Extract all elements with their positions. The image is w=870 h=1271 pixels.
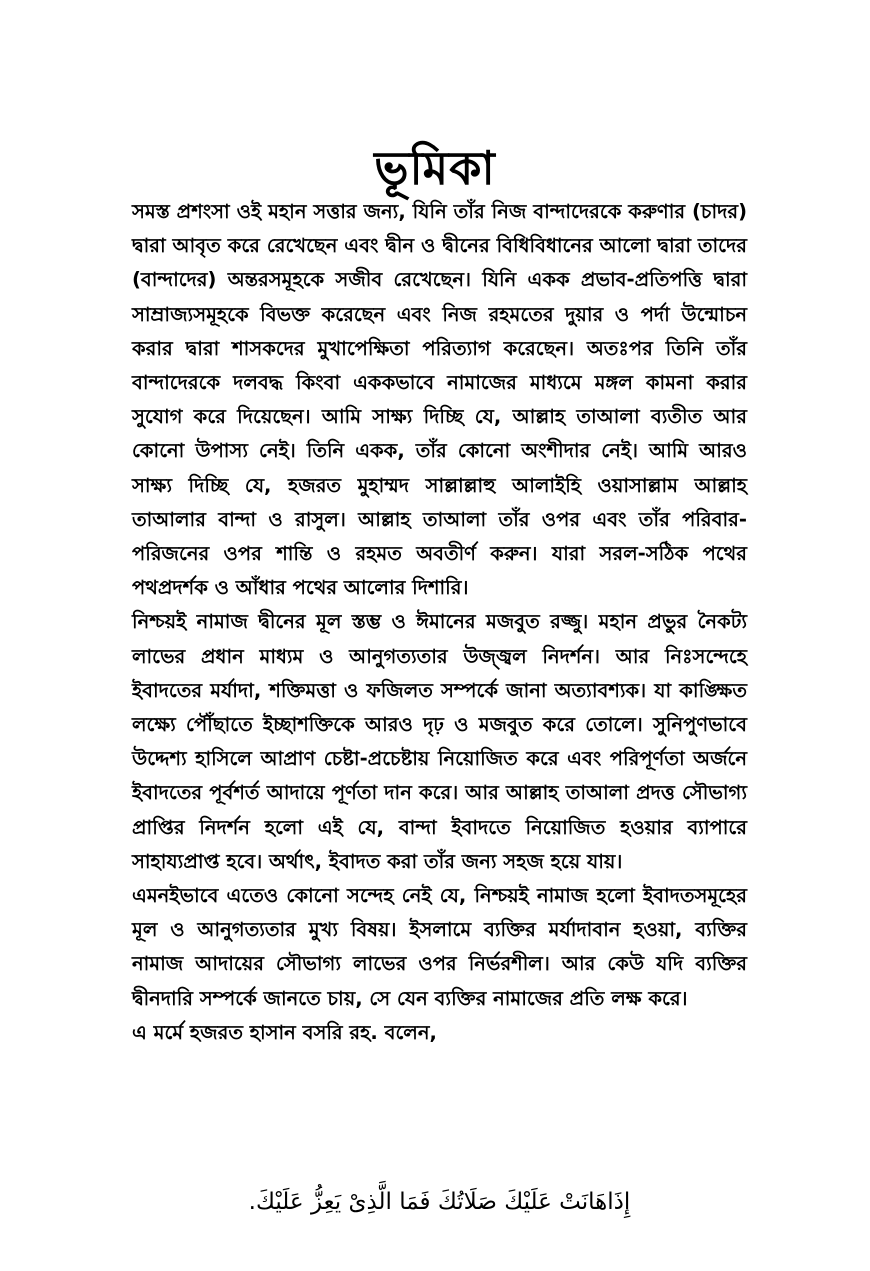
paragraph-hasan-basri: এ মর্মে হজরত হাসান বসরি রহ. বলেন, xyxy=(132,1020,437,1044)
page-title: ভূমিকা xyxy=(374,141,496,195)
body-text xyxy=(132,195,747,1050)
paragraph-praise: সমস্ত প্রশংসা ওই মহান সত্তার জন্য, যিনি তাঁর নিজ বান্দাদেরকে করুণার (চাদর) দ্বারা আবৃত করে রেখেছেন এবং দ্বীন ও দ্বীনের বিধিবিধানের আলো দ্বারা তাদের (বান্দাদের) অন্তরসমূহকে সজীব রেখেছেন। যিনি একক প্রভাব-প্রতিপত্তি দ্বারা সাম্রাজ্যসমূহকে বিভক্ত করেছেন এবং নিজ রহমতের দুয়ার ও পর্দা উন্মোচন করার দ্বারা শাসকদের মুখাপেক্ষিতা পরিত্যাগ করেছেন। অতঃপর তিনি তাঁর বান্দাদেরকে দলবদ্ধ কিংবা এককভাবে নামাজের মাধ্যমে মঙ্গল কামনা করার সুযোগ করে দিয়েছেন। আমি সাক্ষ্য দিচ্ছি যে, আল্লাহ তাআলা ব্যতীত আর কোনো উপাস্য নেই। তিনি একক, তাঁর কোনো অংশীদার নেই। আমি আরও সাক্ষ্য দিচ্ছি যে, হজরত মুহাম্মদ সাল্লাল্লাহু আলাইহি ওয়াসাল্লাম আল্লাহ তাআলার বান্দা ও রাসুল। আল্লাহ তাআলা তাঁর ওপর এবং তাঁর পরিবার-পরিজনের ওপর শান্তি ও রহমত অবতীর্ণ করুন। যারা সরল-সঠিক পথের পথপ্রদর্শক ও আঁধার পথের আলোর দিশারি। xyxy=(132,200,747,600)
paragraph-prayer-core: এমনইভাবে এতেও কোনো সন্দেহ নেই যে, নিশ্চয়ই নামাজ হলো ইবাদতসমূহের মূল ও আনুগত্যতার মুখ্য বিষয়। ইসলামে ব্যক্তির মর্যাদাবান হওয়া, ব্যক্তির নামাজ আদায়ের সৌভাগ্য লাভের ওপর নির্ভরশীল। আর কেউ যদি ব্যক্তির দ্বীনদারি সম্পর্কে জানতে চায়, সে যেন ব্যক্তির নামাজের প্রতি লক্ষ করে। xyxy=(132,884,747,1010)
arabic-quote: إِذَاهَانَتْ عَلَيْكَ صَلَاتُكَ فَمَا الَّذِىْ يَعِزُّ عَلَيْكَ. xyxy=(248,1189,631,1215)
paragraph-prayer-pillar: নিশ্চয়ই নামাজ দ্বীনের মূল স্তম্ভ ও ঈমানের মজবুত রজ্জু। মহান প্রভুর নৈকট্য লাভের প্রধান মাধ্যম ও আনুগত্যতার উজ্জ্বল নিদর্শন। আর নিঃসন্দেহে ইবাদতের মর্যাদা, শক্তিমত্তা ও ফজিলত সম্পর্কে জানা অত্যাবশ্যক। যা কাঙ্ক্ষিত লক্ষ্যে পৌঁছাতে ইচ্ছাশক্তিকে আরও দৃঢ় ও মজবুত করে তোলে। সুনিপুণভাবে উদ্দেশ্য হাসিলে আপ্রাণ চেষ্টা-প্রচেষ্টায় নিয়োজিত করে এবং পরিপূর্ণতা অর্জনে ইবাদতের পূর্বশর্ত আদায়ে পূর্ণতা দান করে। আর আল্লাহ তাআলা প্রদত্ত সৌভাগ্য প্রাপ্তির নিদর্শন হলো এই যে, বান্দা ইবাদতে নিয়োজিত হওয়ার ব্যাপারে সাহায্যপ্রাপ্ত হবে। অর্থাৎ, ইবাদত করা তাঁর জন্য সহজ হয়ে যায়। xyxy=(132,610,747,873)
